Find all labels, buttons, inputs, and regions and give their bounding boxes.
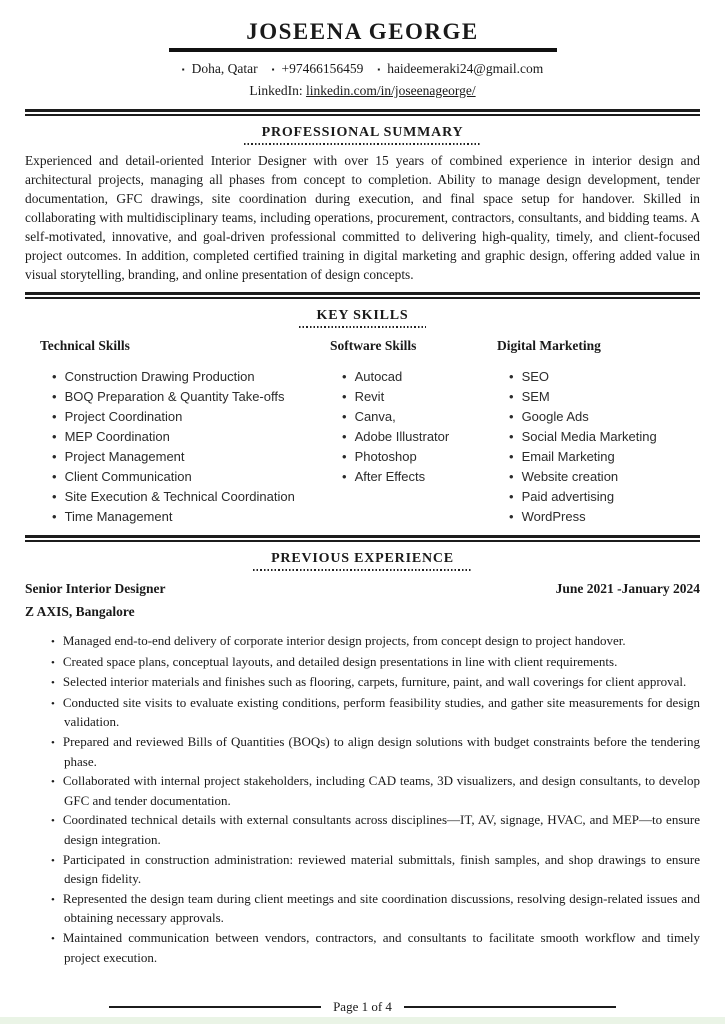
dotted-underline [244, 142, 482, 145]
technical-skills-heading: Technical Skills [40, 338, 130, 353]
list-item: • Project Management [52, 447, 330, 467]
summary-paragraph: Experienced and detail-oriented Interior Designer with over 15 years of combined experience in interior design and architectural projects, managing all phases from concept to completion. Ability to manage design development, tender documentation, GFC drawings, site coordination during execution, and final space setup for handover. Skilled in collaborating with multidisciplinary teams, including operations, procurement, contractors, consultants, and bidding teams. A self-motivated, innovative, and goal-driven professional committed to delivering high-quality, timely, and client-focused project outcomes. In addition, completed certified training in digital marketing and graphic design, offering added value in visual storytelling, branding, and online presentation of design concepts. [25, 153, 700, 282]
experience-bullet: • Participated in construction administration: reviewed material submittals, finish samples, and shop drawings to ensure design fidelity. [51, 851, 700, 889]
list-item: • Autocad [342, 367, 497, 387]
list-item: • Photoshop [342, 447, 497, 467]
experience-bullet: • Selected interior materials and finishes such as flooring, carpets, furniture, paint, and wall coverings for client approval. [51, 673, 700, 693]
linkedin-link[interactable]: linkedin.com/in/joseenageorge/ [306, 83, 476, 98]
list-item: • BOQ Preparation & Quantity Take-offs [52, 387, 330, 407]
list-item: • MEP Coordination [52, 427, 330, 447]
list-item: • Adobe Illustrator [342, 427, 497, 447]
experience-bullet: • Conducted site visits to evaluate existing conditions, perform feasibility studies, and gather site measurements for design validation. [51, 694, 700, 732]
page-number: Page 1 of 4 [333, 999, 392, 1014]
list-item: • Client Communication [52, 467, 330, 487]
linkedin-label: LinkedIn: [249, 83, 303, 98]
experience-bullet: • Represented the design team during client meetings and site coordination discussions, resolving design-related issues and obtaining necessary approvals. [51, 890, 700, 928]
digital-marketing-list [497, 367, 700, 527]
summary-title: PROFESSIONAL SUMMARY [261, 125, 464, 140]
list-item: • Email Marketing [509, 447, 700, 467]
square-bullet-icon: ▪ [271, 64, 275, 74]
list-item: • Social Media Marketing [509, 427, 700, 447]
experience-bullet: • Prepared and reviewed Bills of Quantities (BOQs) to align design solutions with budget constraints before the tendering phase. [51, 733, 700, 771]
key-skills-title: KEY SKILLS [316, 308, 409, 323]
list-item: • Canva, [342, 407, 497, 427]
list-item: • Site Execution & Technical Coordination [52, 487, 330, 507]
software-skills-list [330, 367, 497, 487]
summary-section-header-inner [262, 124, 464, 145]
contact-email-item [377, 59, 543, 78]
footer-rule-left [109, 1006, 321, 1009]
experience-bullet: • Managed end-to-end delivery of corporate interior design projects, from concept design to project handover. [51, 632, 700, 652]
job-dates: June 2021 -January 2024 [555, 581, 700, 596]
experience-section-header-inner [271, 550, 454, 571]
contact-email: haideemeraki24@gmail.com [387, 61, 544, 76]
square-bullet-icon: ▪ [181, 64, 185, 74]
square-bullet-icon: ▪ [377, 64, 381, 74]
name-underline [169, 48, 557, 52]
key-skills-section-header [25, 306, 700, 328]
list-item: • Google Ads [509, 407, 700, 427]
contact-location-item [182, 59, 258, 78]
list-item: • SEM [509, 387, 700, 407]
footer-rule-right [404, 1006, 616, 1009]
list-item: • Paid advertising [509, 487, 700, 507]
list-item: • Revit [342, 387, 497, 407]
key-skills-columns [25, 337, 700, 527]
list-item: • Project Coordination [52, 407, 330, 427]
experience-bullet: • Collaborated with internal project stakeholders, including CAD teams, 3D visualizers, and design consultants, to develop GFC and tender documentation. [51, 772, 700, 810]
job-role: Senior Interior Designer [25, 581, 166, 596]
list-item: • SEO [509, 367, 700, 387]
technical-skills-list [40, 367, 330, 527]
software-skills-heading: Software Skills [330, 338, 417, 353]
key-skills-section-header-inner [317, 307, 409, 328]
list-item: • WordPress [509, 507, 700, 527]
section-divider [25, 535, 700, 542]
experience-bullet: • Created space plans, conceptual layouts, and detailed design presentations in line with client requirements. [51, 653, 700, 673]
list-item: • Time Management [52, 507, 330, 527]
experience-section-header [25, 549, 700, 571]
job-header-row [25, 579, 700, 599]
software-skills-column [330, 337, 497, 527]
summary-section-header [25, 123, 700, 145]
linkedin-row [25, 80, 700, 101]
list-item: • Construction Drawing Production [52, 367, 330, 387]
list-item: • After Effects [342, 467, 497, 487]
page-footer [0, 999, 725, 1015]
technical-skills-column [40, 337, 330, 527]
contact-phone-item [272, 59, 364, 78]
experience-bullet: • Maintained communication between vendors, contractors, and consultants to facilitate smooth workflow and timely project execution. [51, 929, 700, 967]
experience-bullet: • Coordinated technical details with external consultants across disciplines—IT, AV, signage, HVAC, and MEP—to ensure design integration. [51, 811, 700, 849]
page-bottom-edge [0, 1017, 725, 1024]
contact-row [25, 59, 700, 78]
contact-phone: +97466156459 [281, 61, 364, 76]
section-divider [25, 109, 700, 116]
digital-marketing-heading: Digital Marketing [497, 338, 601, 353]
dotted-underline [253, 568, 472, 571]
contact-location: Doha, Qatar [191, 61, 258, 76]
job-company: Z AXIS, Bangalore [25, 604, 135, 619]
experience-bullet-list [25, 632, 700, 967]
candidate-name: JOSEENA GEORGE [246, 19, 479, 44]
section-divider [25, 292, 700, 299]
list-item: • Website creation [509, 467, 700, 487]
experience-title: PREVIOUS EXPERIENCE [271, 551, 454, 566]
digital-marketing-column [497, 337, 700, 527]
dotted-underline [299, 325, 427, 328]
